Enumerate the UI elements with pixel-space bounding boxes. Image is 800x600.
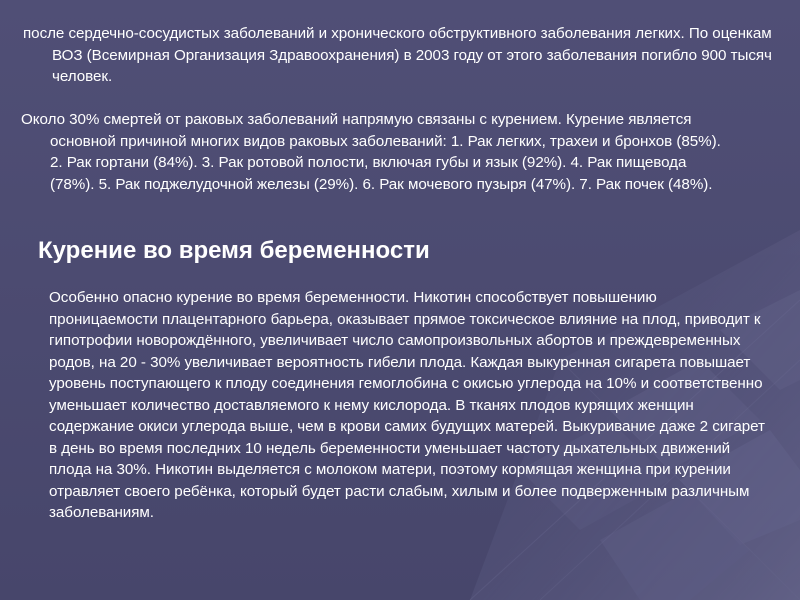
paragraph-cancer-statistics: Около 30% смертей от раковых заболеваний напрямую связаны с курением. Курение является основной причиной многих видов раковых заболеваний: 1. Рак легких, трахеи и бронхов (85%). 2. Рак гортани (84%). 3. Рак ротовой полости, включая губы и язык (92%). 4. Рак пищевода (78%). 5. Рак поджелудочной железы (29%). 6. Рак мочевого пузыря (47%). 7. Рак почек (48%). <box>21 111 721 193</box>
paragraph-cardiovascular: после сердечно-сосудистых заболеваний и хронического обструктивного заболевания легких. По оценкам ВОЗ (Всемирная Организация Здравоохранения) в 2003 году от этого заболевания погибло 900 тысяч человек. <box>23 25 772 85</box>
section-heading: Курение во время беременности <box>38 237 430 264</box>
paragraph-pregnancy: Особенно опасно курение во время беременности. Никотин способствует повышению проницаемости плацентарного барьера, оказывает прямое токсическое влияние на плод, приводит к гипотрофии новорождённого, увеличивает число самопроизвольных абортов и преждевременных родов, на 20 - 30% увеличивает вероятность гибели плода. Каждая выкуренная сигарета повышает уровень поступающего к плоду соединения гемоглобина с окисью углерода на 10% и соответственно уменьшает количество доставляемого к нему кислорода. В тканях плодов курящих женщин содержание окиси углерода выше, чем в крови самих будущих матерей. Выкуривание даже 2 сигарет в день во время последних 10 недель беременности уменьшает частоту дыхательных движений плода на 30%. Никотин выделяется с молоком матери, поэтому кормящая женщина при курении отравляет своего ребёнка, который будет расти слабым, хилым и более подверженным различным заболеваниям. <box>49 289 765 521</box>
